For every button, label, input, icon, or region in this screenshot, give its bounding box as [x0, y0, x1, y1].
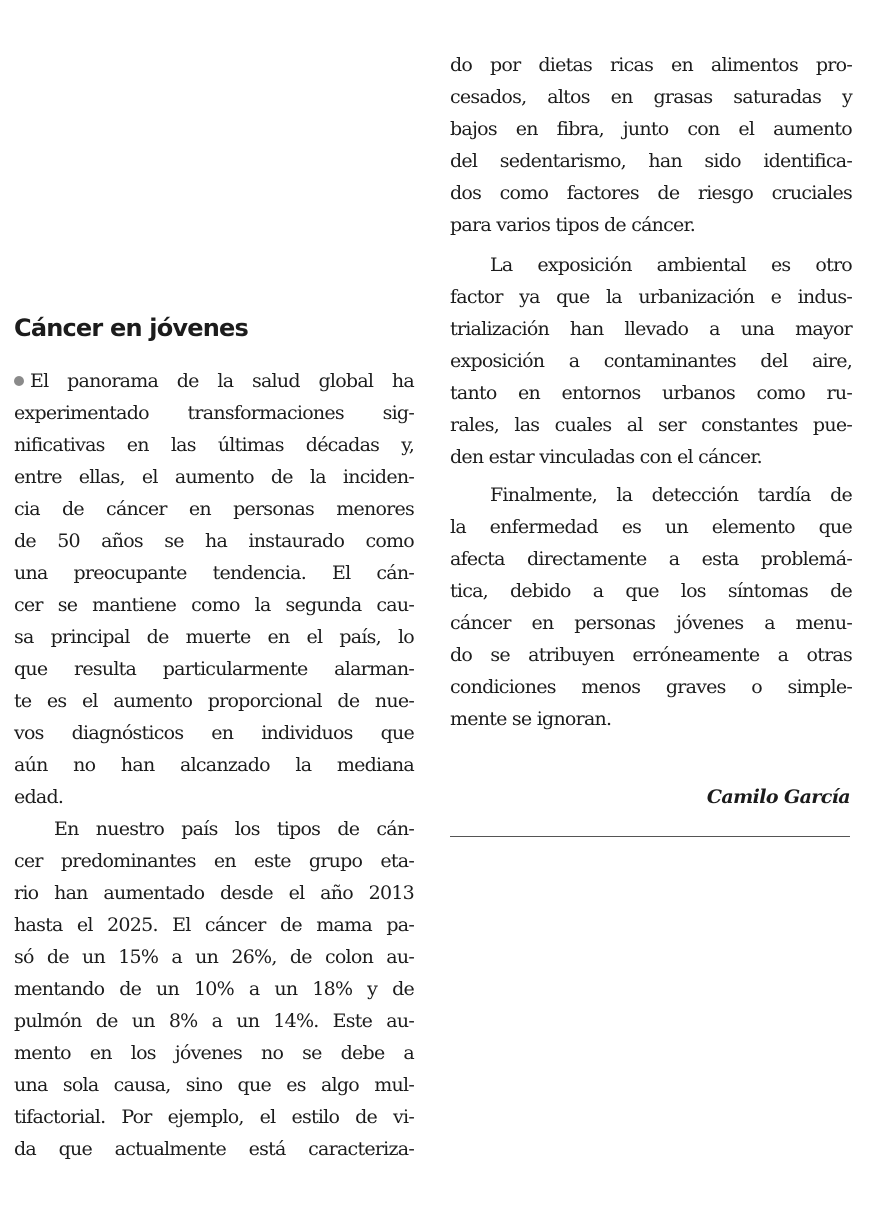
- text-line: una sola causa, sino que es algo mul-: [14, 1074, 414, 1096]
- text-line: trialización han llevado a una mayor: [450, 318, 852, 340]
- text-line: entre ellas, el aumento de la inciden-: [14, 466, 414, 488]
- text-line: cer predominantes en este grupo eta-: [14, 850, 414, 872]
- text-line: experimentado transformaciones sig-: [14, 402, 414, 424]
- text-line: [14, 366, 414, 398]
- text-line: de 50 años se ha instaurado como: [14, 530, 414, 552]
- text-line: dos como factores de riesgo cruciales: [450, 182, 852, 204]
- text-line: vos diagnósticos en individuos que: [14, 722, 414, 744]
- text-line: la enfermedad es un elemento que: [450, 516, 852, 538]
- text-line: una preocupante tendencia. El cán-: [14, 562, 414, 584]
- text-line: cer se mantiene como la segunda cau-: [14, 594, 414, 616]
- text-line: den estar vinculadas con el cáncer.: [450, 446, 762, 468]
- text-line: del sedentarismo, han sido identifica-: [450, 150, 852, 172]
- text-line: te es el aumento proporcional de nue-: [14, 690, 414, 712]
- text-line: pulmón de un 8% a un 14%. Este au-: [14, 1010, 414, 1032]
- text-line: rales, las cuales al ser constantes pue-: [450, 414, 852, 436]
- text-line: para varios tipos de cáncer.: [450, 214, 696, 236]
- text-line: tifactorial. Por ejemplo, el estilo de vi-: [14, 1106, 414, 1128]
- text-line: cesados, altos en grasas saturadas y: [450, 86, 852, 108]
- text-line: mento en los jóvenes no se debe a: [14, 1042, 414, 1064]
- text-line: exposición a contaminantes del aire,: [450, 350, 852, 372]
- text-line: só de un 15% a un 26%, de colon au-: [14, 946, 414, 968]
- text-line: afecta directamente a esta problemá-: [450, 548, 852, 570]
- text-line: do por dietas ricas en alimentos pro-: [450, 54, 852, 76]
- text-line: hasta el 2025. El cáncer de mama pa-: [14, 914, 414, 936]
- text-line: da que actualmente está caracteriza-: [14, 1138, 414, 1160]
- text-line: condiciones menos graves o simple-: [450, 676, 852, 698]
- bullet-icon: [14, 376, 24, 386]
- text-line: tica, debido a que los síntomas de: [450, 580, 852, 602]
- text-line: bajos en fibra, junto con el aumento: [450, 118, 852, 140]
- article-heading: Cáncer en jóvenes: [14, 314, 248, 342]
- text-line: nificativas en las últimas décadas y,: [14, 434, 414, 456]
- text-line: La exposición ambiental es otro: [490, 254, 852, 276]
- text-line-content: El panorama de la salud global ha: [30, 370, 414, 392]
- divider: [450, 836, 850, 837]
- text-line: cia de cáncer en personas menores: [14, 498, 414, 520]
- text-line: mentando de un 10% a un 18% y de: [14, 978, 414, 1000]
- text-line: rio han aumentado desde el año 2013: [14, 882, 414, 904]
- text-line: mente se ignoran.: [450, 708, 612, 730]
- text-line: Finalmente, la detección tardía de: [490, 484, 852, 506]
- text-line: edad.: [14, 786, 64, 808]
- text-line: do se atribuyen erróneamente a otras: [450, 644, 852, 666]
- text-line: En nuestro país los tipos de cán-: [54, 818, 414, 840]
- text-line: cáncer en personas jóvenes a menu-: [450, 612, 852, 634]
- text-line: sa principal de muerte en el país, lo: [14, 626, 414, 648]
- author-byline: Camilo García: [706, 786, 850, 808]
- text-line: tanto en entornos urbanos como ru-: [450, 382, 852, 404]
- text-line: aún no han alcanzado la mediana: [14, 754, 414, 776]
- text-line: que resulta particularmente alarman-: [14, 658, 414, 680]
- text-line: factor ya que la urbanización e indus-: [450, 286, 852, 308]
